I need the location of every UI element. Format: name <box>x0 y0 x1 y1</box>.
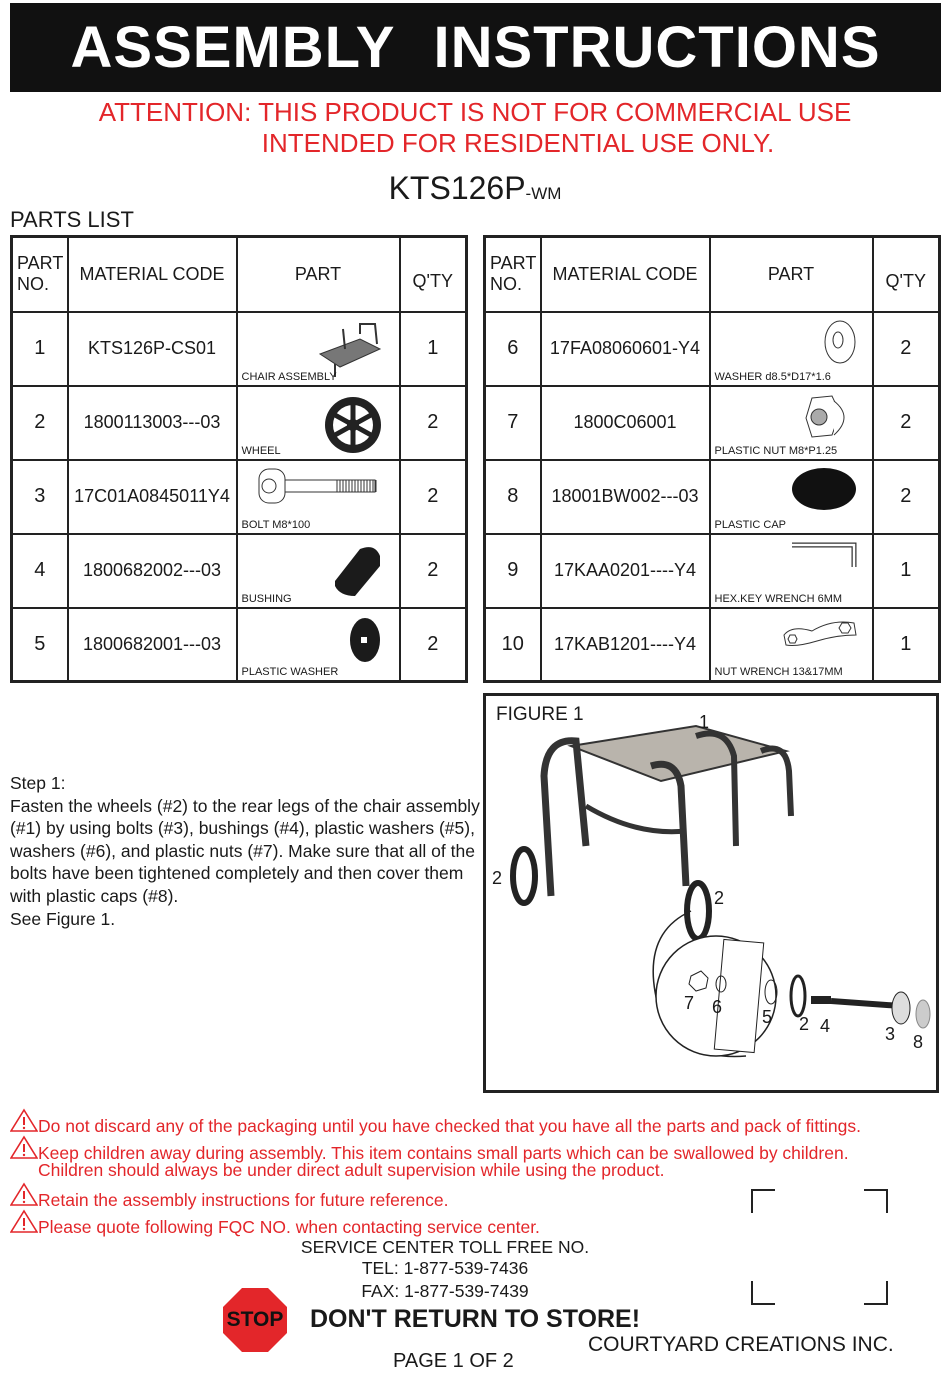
material-code: KTS126P-CS01 <box>68 312 237 386</box>
part-no: 4 <box>12 534 68 608</box>
part-no: 3 <box>12 460 68 534</box>
part-qty: 1 <box>400 312 467 386</box>
part-cell <box>710 312 873 386</box>
material-code: 17KAB1201----Y4 <box>541 608 710 682</box>
table-row <box>12 386 467 460</box>
stop-sign-text: STOP <box>226 1308 284 1331</box>
part-name: HEX.KEY WRENCH 6MM <box>714 592 843 605</box>
parts-list-heading: PARTS LIST <box>10 207 134 232</box>
header-qty: Q'TY <box>400 237 467 312</box>
warning-item <box>10 1182 448 1211</box>
part-cell <box>710 534 873 608</box>
part-no: 7 <box>485 386 541 460</box>
page-number: PAGE 1 OF 2 <box>393 1350 514 1372</box>
callout-2a: 2 <box>492 868 503 888</box>
part-image <box>788 541 858 577</box>
warning-triangle-icon <box>10 1108 38 1137</box>
table-header <box>12 237 467 312</box>
parts-table-right <box>483 235 941 683</box>
material-code: 17C01A0845011Y4 <box>68 460 237 534</box>
part-cell <box>237 608 400 682</box>
table-row <box>12 534 467 608</box>
table-row <box>485 534 940 608</box>
callout-2b: 2 <box>714 888 725 908</box>
part-image <box>782 615 858 655</box>
part-qty: 1 <box>873 534 940 608</box>
service-center-heading: SERVICE CENTER TOLL FREE NO. <box>300 1237 590 1257</box>
part-name: PLASTIC NUT M8*P1.25 <box>714 444 838 457</box>
part-cell <box>237 312 400 386</box>
model-number <box>0 170 950 207</box>
callout-6: 6 <box>712 997 723 1017</box>
warning-triangle-icon <box>10 1182 38 1211</box>
table-row <box>485 386 940 460</box>
part-name: NUT WRENCH 13&17MM <box>714 666 843 678</box>
part-cell <box>237 386 400 460</box>
header-part-no: PART NO. <box>485 237 541 312</box>
part-name: BOLT M8*100 <box>241 518 311 531</box>
part-no: 6 <box>485 312 541 386</box>
callout-3: 3 <box>885 1024 896 1044</box>
warning-text: Do not discard any of the packaging until you have checked that you have all the parts and pack of fittings. <box>38 1116 862 1136</box>
material-code: 1800682001---03 <box>68 608 237 682</box>
model-code: KTS126P <box>388 170 526 206</box>
warning-item <box>10 1209 540 1238</box>
company-name: COURTYARD CREATIONS INC. <box>588 1333 894 1356</box>
part-name: CHAIR ASSEMBLY <box>241 370 337 383</box>
part-qty: 2 <box>400 460 467 534</box>
table-row <box>485 312 940 386</box>
warning-item <box>10 1160 664 1181</box>
callout-4: 4 <box>820 1016 831 1036</box>
table-row <box>12 312 467 386</box>
service-fax: FAX: 1-877-539-7439 <box>361 1281 529 1301</box>
part-image <box>325 541 385 607</box>
figure-1 <box>483 693 939 1093</box>
material-code: 1800682002---03 <box>68 534 237 608</box>
part-no: 10 <box>485 608 541 682</box>
material-code: 17KAA0201----Y4 <box>541 534 710 608</box>
part-qty: 2 <box>400 534 467 608</box>
model-suffix: -WM <box>525 184 562 203</box>
part-cell <box>237 460 400 534</box>
part-qty: 1 <box>873 608 940 682</box>
attention-line-2: INTENDED FOR RESIDENTIAL USE ONLY. <box>261 128 775 158</box>
part-image <box>822 319 858 371</box>
part-cell <box>710 608 873 682</box>
part-cell <box>237 534 400 608</box>
table-header <box>485 237 940 312</box>
part-cell <box>710 460 873 534</box>
part-name: BUSHING <box>241 592 292 605</box>
header-part: PART <box>237 237 400 312</box>
parts-table-left <box>10 235 468 683</box>
part-image <box>345 615 385 671</box>
part-image <box>321 393 385 463</box>
part-cell <box>710 386 873 460</box>
material-code: 1800C06001 <box>541 386 710 460</box>
table-row <box>12 460 467 534</box>
material-code: 1800113003---03 <box>68 386 237 460</box>
part-name: WASHER d8.5*D17*1.6 <box>714 370 831 383</box>
step-1-instructions <box>10 772 480 930</box>
step-text: Fasten the wheels (#2) to the rear legs of the chair assembly (#1) by using bolts (#3), bushings (#4), plastic washers (#5), washers (#6), and plastic nuts (#7). Make sure that all of the bolts have been tightened completely and then cover them with plastic caps (#8). <box>10 795 480 906</box>
header-qty: Q'TY <box>873 237 940 312</box>
part-name: WHEEL <box>241 444 281 457</box>
table-row <box>485 608 940 682</box>
callout-7: 7 <box>684 993 695 1013</box>
figure-title: FIGURE 1 <box>496 704 584 725</box>
part-image <box>255 467 385 513</box>
material-code: 17FA08060601-Y4 <box>541 312 710 386</box>
part-qty: 2 <box>873 386 940 460</box>
service-tel: TEL: 1-877-539-7436 <box>361 1258 529 1278</box>
dont-return-notice: DON'T RETURN TO STORE! <box>310 1305 641 1333</box>
part-no: 5 <box>12 608 68 682</box>
header-part: PART <box>710 237 873 312</box>
part-no: 9 <box>485 534 541 608</box>
part-image <box>802 393 858 449</box>
part-name: PLASTIC WASHER <box>241 666 339 678</box>
callout-1: 1 <box>699 712 710 732</box>
chair-assembly-illustration <box>486 696 936 1090</box>
part-image <box>788 467 858 523</box>
header-part-no: PART NO. <box>12 237 68 312</box>
part-qty: 2 <box>873 312 940 386</box>
material-code: 18001BW002---03 <box>541 460 710 534</box>
warning-triangle-icon <box>10 1209 38 1238</box>
callout-8: 8 <box>913 1032 924 1052</box>
part-qty: 2 <box>873 460 940 534</box>
header-material-code: MATERIAL CODE <box>541 237 710 312</box>
callout-5: 5 <box>762 1007 773 1027</box>
callout-2c: 2 <box>799 1014 810 1034</box>
part-qty: 2 <box>400 608 467 682</box>
part-no: 8 <box>485 460 541 534</box>
part-name: PLASTIC CAP <box>714 518 787 531</box>
attention-line-1: ATTENTION: THIS PRODUCT IS NOT FOR COMMERCIAL USE <box>98 97 852 127</box>
table-row <box>485 460 940 534</box>
warning-text: Please quote following FQC NO. when contacting service center. <box>38 1217 540 1237</box>
step-heading: Step 1: <box>10 773 66 793</box>
part-no: 1 <box>12 312 68 386</box>
part-no: 2 <box>12 386 68 460</box>
warning-text: Children should always be under direct adult supervision while using the product. <box>38 1160 665 1180</box>
warning-text: Retain the assembly instructions for future reference. <box>38 1190 449 1210</box>
warning-item <box>10 1108 861 1137</box>
warning-text: Keep children away during assembly. This item contains small parts which can be swallowed by children. <box>38 1143 849 1163</box>
document-title: ASSEMBLY INSTRUCTIONS <box>10 3 941 92</box>
stop-sign-icon <box>223 1288 287 1352</box>
header-material-code: MATERIAL CODE <box>68 237 237 312</box>
table-row <box>12 608 467 682</box>
part-qty: 2 <box>400 386 467 460</box>
step-see-figure: See Figure 1. <box>10 908 116 929</box>
